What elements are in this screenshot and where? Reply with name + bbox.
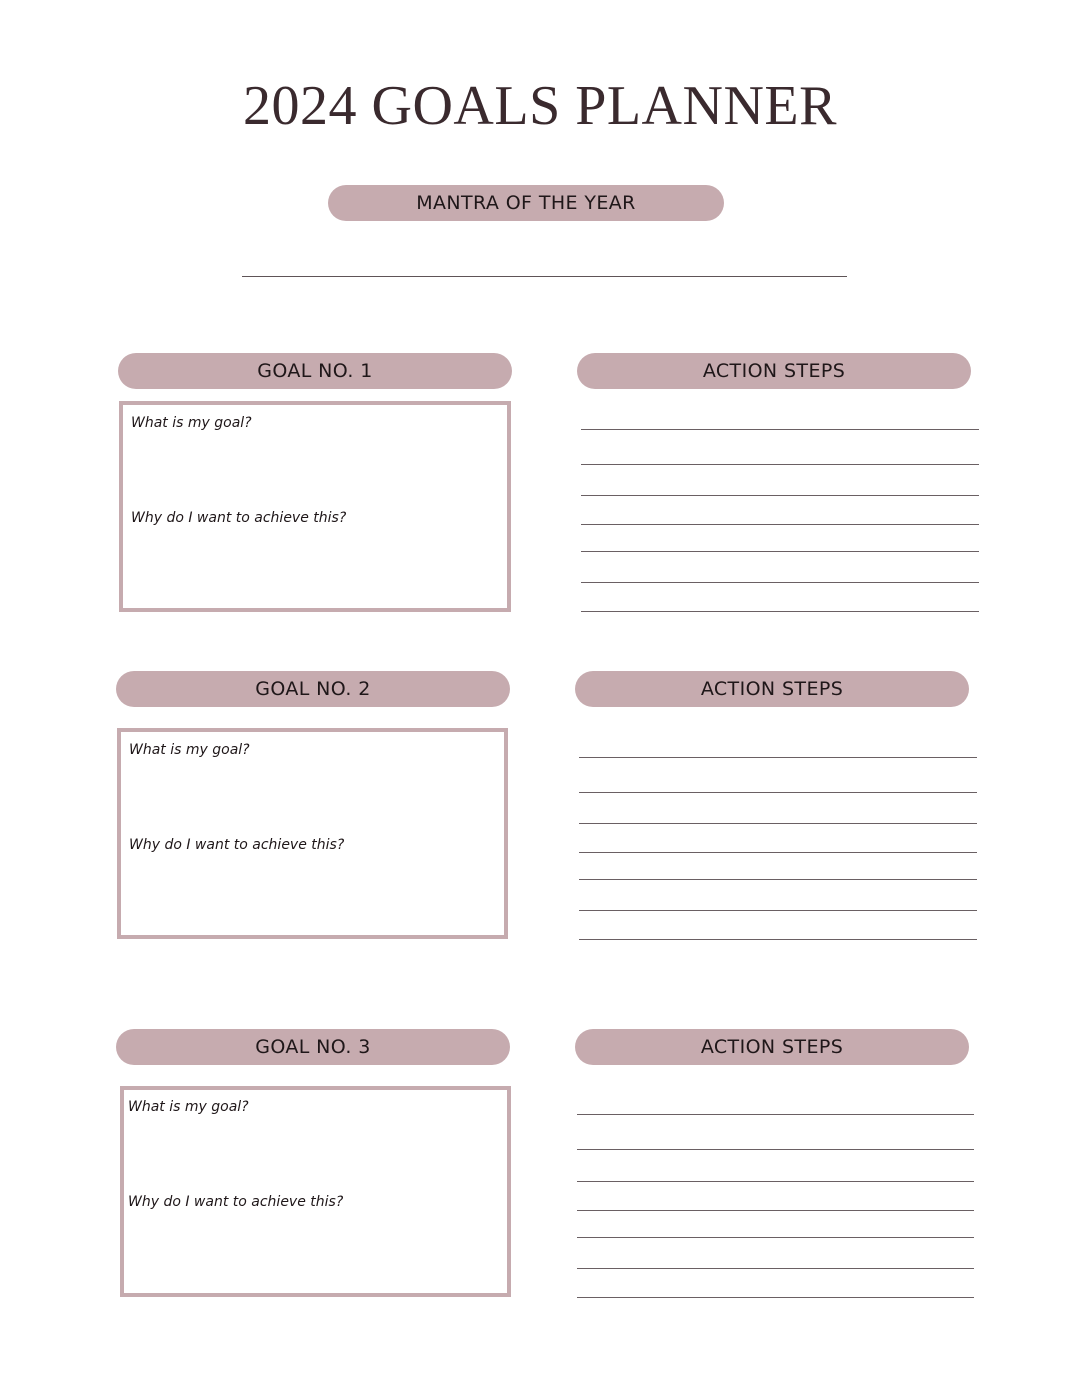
goal-1-what-prompt: What is my goal? [131, 415, 252, 431]
goal-3-label: GOAL NO. 3 [116, 1029, 510, 1065]
goal-2-what-prompt: What is my goal? [129, 742, 250, 758]
action-step-line[interactable] [579, 792, 977, 793]
goal-2-why-prompt: Why do I want to achieve this? [129, 837, 345, 853]
action-step-line[interactable] [581, 429, 979, 430]
action-step-line[interactable] [579, 879, 977, 880]
action-step-line[interactable] [581, 551, 979, 552]
action-step-line[interactable] [579, 852, 977, 853]
action-step-line[interactable] [577, 1210, 974, 1211]
action-step-line[interactable] [577, 1181, 974, 1182]
goal-3-action-steps-label: ACTION STEPS [575, 1029, 969, 1065]
action-step-line[interactable] [577, 1237, 974, 1238]
action-step-line[interactable] [581, 524, 979, 525]
mantra-label: MANTRA OF THE YEAR [328, 185, 724, 221]
action-step-line[interactable] [577, 1149, 974, 1150]
goal-1-box[interactable] [119, 401, 511, 612]
action-step-line[interactable] [577, 1114, 974, 1115]
action-step-line[interactable] [581, 611, 979, 612]
goal-1-why-prompt: Why do I want to achieve this? [131, 510, 347, 526]
goal-2-action-steps-label: ACTION STEPS [575, 671, 969, 707]
action-step-line[interactable] [579, 939, 977, 940]
action-step-line[interactable] [581, 464, 979, 465]
goal-3-why-prompt: Why do I want to achieve this? [128, 1194, 344, 1210]
action-step-line[interactable] [579, 757, 977, 758]
action-step-line[interactable] [581, 495, 979, 496]
goal-2-box[interactable] [117, 728, 508, 939]
goal-1-action-steps-label: ACTION STEPS [577, 353, 971, 389]
mantra-write-line[interactable] [242, 276, 847, 277]
goal-2-label: GOAL NO. 2 [116, 671, 510, 707]
action-step-line[interactable] [577, 1268, 974, 1269]
goal-1-label: GOAL NO. 1 [118, 353, 512, 389]
action-step-line[interactable] [581, 582, 979, 583]
action-step-line[interactable] [579, 910, 977, 911]
goal-3-box[interactable] [120, 1086, 511, 1297]
page-title: 2024 GOALS PLANNER [243, 75, 837, 137]
action-step-line[interactable] [577, 1297, 974, 1298]
action-step-line[interactable] [579, 823, 977, 824]
goal-3-what-prompt: What is my goal? [128, 1099, 249, 1115]
